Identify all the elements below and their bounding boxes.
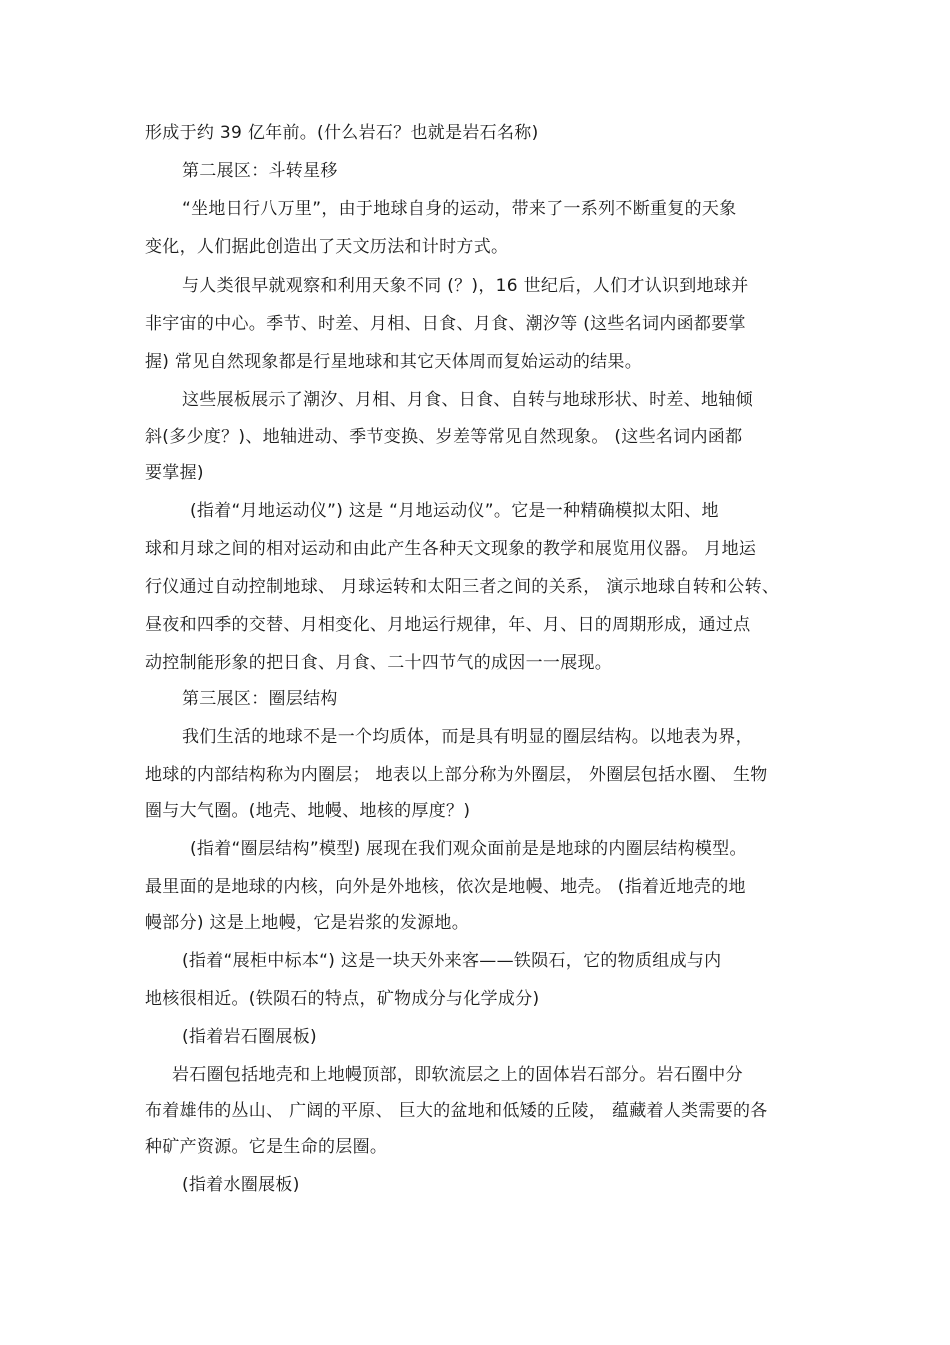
text-line-17: 我们生活的地球不是一个均质体，而是具有明显的圈层结构。以地表为界， bbox=[182, 727, 753, 747]
section-heading-3: 第三展区：圈层结构 bbox=[182, 689, 338, 709]
text-line-14: 昼夜和四季的交替、月相变化、月地运行规律，年、月、日的周期形成，通过点 bbox=[145, 615, 751, 635]
text-line-1: 形成于约 39 亿年前。(什么岩石？也就是岩石名称) bbox=[145, 123, 539, 143]
text-line-15: 动控制能形象的把日食、月食、二十四节气的成因一一展现。 bbox=[145, 653, 613, 673]
section-heading-2: 第二展区：斗转星移 bbox=[182, 161, 338, 181]
text-line-24: 地核很相近。(铁陨石的特点，矿物成分与化学成分) bbox=[145, 989, 540, 1009]
text-line-11: (指着“月地运动仪”) 这是 “月地运动仪”。它是一种精确模拟太阳、地 bbox=[190, 501, 719, 521]
text-line-20: (指着“圈层结构”模型) 展现在我们观众面前是是地球的内圈层结构模型。 bbox=[190, 839, 747, 859]
text-line-23: (指着“展柜中标本“) 这是一块天外来客——铁陨石，它的物质组成与内 bbox=[182, 951, 722, 971]
text-line-29: (指着水圈展板) bbox=[182, 1175, 300, 1195]
text-line-28: 种矿产资源。它是生命的层圈。 bbox=[145, 1137, 388, 1157]
text-line-18: 地球的内部结构称为内圈层； 地表以上部分称为外圈层， 外圈层包括水圈、 生物 bbox=[145, 765, 768, 785]
text-line-25: (指着岩石圈展板) bbox=[182, 1027, 317, 1047]
text-line-21: 最里面的是地球的内核，向外是外地核，依次是地幔、地壳。 (指着近地壳的地 bbox=[145, 877, 746, 897]
text-line-7: 握) 常见自然现象都是行星地球和其它天体周而复始运动的结果。 bbox=[145, 352, 643, 372]
text-line-19: 圈与大气圈。(地壳、地幔、地核的厚度？) bbox=[145, 801, 471, 821]
text-line-9: 斜(多少度？)、地轴进动、季节变换、岁差等常见自然现象。 (这些名词内函都 bbox=[145, 427, 743, 447]
text-line-8: 这些展板展示了潮汐、月相、月食、日食、自转与地球形状、时差、地轴倾 bbox=[182, 390, 753, 410]
text-line-13: 行仪通过自动控制地球、 月球运转和太阳三者之间的关系， 演示地球自转和公转、 bbox=[145, 577, 780, 597]
text-line-12: 球和月球之间的相对运动和由此产生各种天文现象的教学和展览用仪器。 月地运 bbox=[145, 539, 757, 559]
text-line-22: 幔部分) 这是上地幔，它是岩浆的发源地。 bbox=[145, 913, 470, 933]
text-line-10: 要掌握) bbox=[145, 463, 204, 483]
text-line-6: 非宇宙的中心。季节、时差、月相、日食、月食、潮汐等 (这些名词内函都要掌 bbox=[145, 314, 746, 334]
text-line-26: 岩石圈包括地壳和上地幔顶部，即软流层之上的固体岩石部分。岩石圈中分 bbox=[172, 1065, 743, 1085]
text-line-5: 与人类很早就观察和利用天象不同 (？)，16 世纪后，人们才认识到地球并 bbox=[182, 276, 749, 296]
text-line-4: 变化，人们据此创造出了天文历法和计时方式。 bbox=[145, 237, 509, 257]
text-line-3: “坐地日行八万里”，由于地球自身的运动，带来了一系列不断重复的天象 bbox=[182, 199, 737, 219]
text-line-27: 布着雄伟的丛山、 广阔的平原、 巨大的盆地和低矮的丘陵， 蕴藏着人类需要的各 bbox=[145, 1101, 768, 1121]
